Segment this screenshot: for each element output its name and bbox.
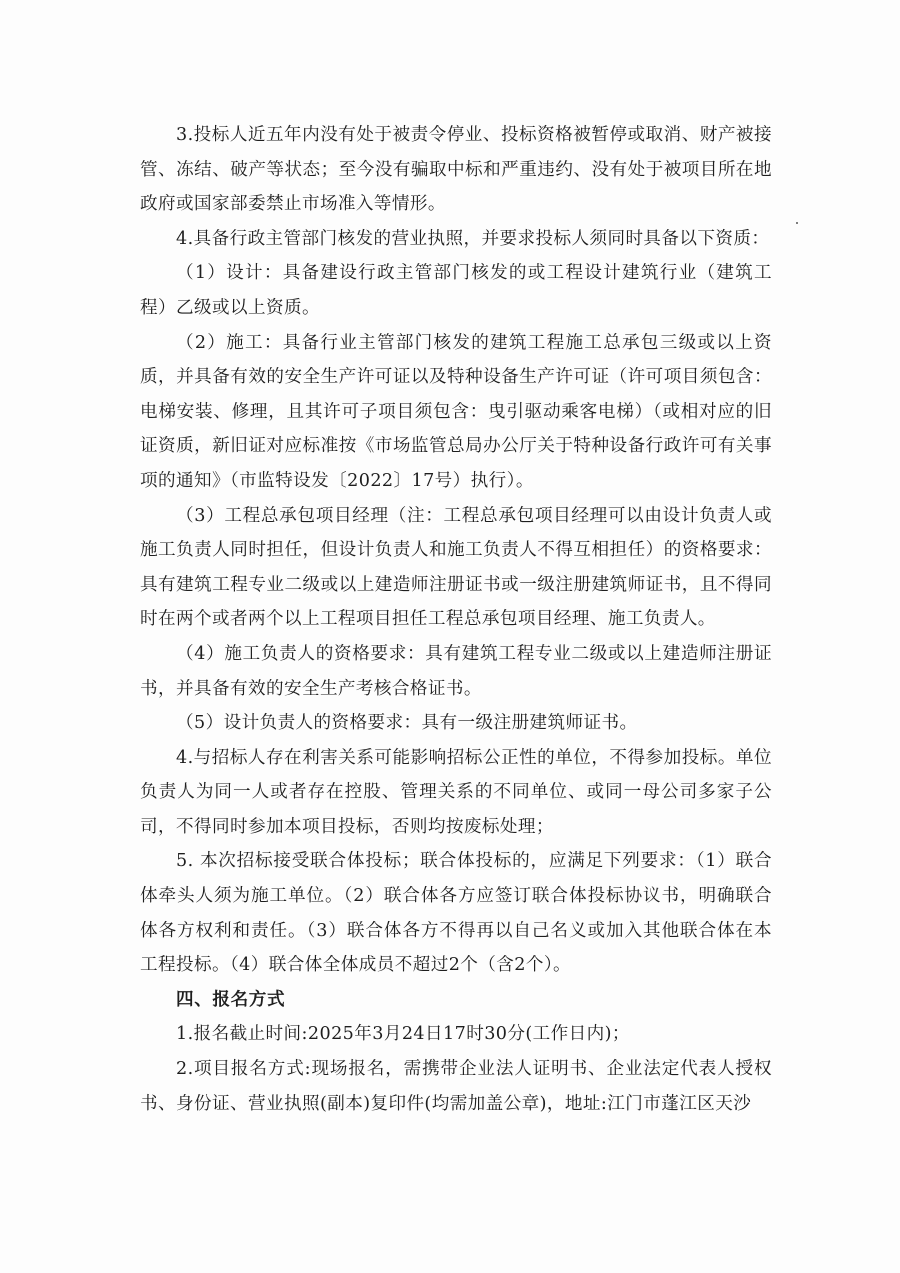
- paragraph-registration-deadline: 1.报名截止时间:2025年3月24日17时30分(工作日内)；: [176, 1024, 630, 1045]
- document-body: [140, 118, 772, 1121]
- scan-speck: [796, 222, 798, 224]
- paragraph-registration-method: 2.项目报名方式:现场报名，需携带企业法人证明书、企业法定代表人授权书、身份证、营业执照(副本)复印件(均需加盖公章)，地址:江门市蓬江区天沙: [140, 1059, 772, 1114]
- paragraph-bidder-status: 3.投标人近五年内没有处于被责令停业、投标资格被暂停或取消、财产被接管、冻结、破产等状态；至今没有骗取中标和严重违约、没有处于被项目所在地政府或国家部委禁止市场准入等情形。: [140, 125, 772, 215]
- section-heading-registration: 四、报名方式: [176, 988, 286, 1010]
- paragraph-license-requirement: 4.具备行政主管部门核发的营业执照，并要求投标人须同时具备以下资质：: [176, 228, 770, 249]
- paragraph-construction-qualification: （2）施工：具备行业主管部门核发的建筑工程施工总承包三级或以上资质，并具备有效的安全生产许可证以及特种设备生产许可证（许可项目须包含：电梯安装、修理，且其许可子项目须包含：曳引驱动乘客电梯）（或相对应的旧证资质，新旧证对应标准按《市场监管总局办公厅关于特种设备行政许可有关事项的通知》（市监特设发〔2022〕17号）执行）。: [140, 332, 772, 491]
- paragraph-project-manager-requirement: （3）工程总承包项目经理（注：工程总承包项目经理可以由设计负责人或施工负责人同时担任，但设计负责人和施工负责人不得互相担任）的资格要求：具有建筑工程专业二级或以上建造师注册证书或一级注册建筑师证书，且不得同时在两个或者两个以上工程项目担任工程总承包项目经理、施工负责人。: [140, 505, 772, 630]
- paragraph-consortium-bidding: 5. 本次招标接受联合体投标；联合体投标的，应满足下列要求：（1）联合体牵头人须为施工单位。（2）联合体各方应签订联合体投标协议书，明确联合体各方权利和责任。（3）联合体各方不得再以自己名义或加入其他联合体在本工程投标。（4）联合体全体成员不超过2个（含2个）。: [140, 851, 772, 976]
- paragraph-design-lead-requirement: （5）设计负责人的资格要求：具有一级注册建筑师证书。: [176, 713, 638, 734]
- paragraph-design-qualification: （1）设计：具备建设行政主管部门核发的或工程设计建筑行业（建筑工程）乙级或以上资质。: [140, 263, 772, 318]
- paragraph-conflict-of-interest: 4.与招标人存在利害关系可能影响招标公正性的单位，不得参加投标。单位负责人为同一人或者存在控股、管理关系的不同单位、或同一母公司多家子公司，不得同时参加本项目投标，否则均按废标处理；: [140, 747, 772, 837]
- paragraph-construction-lead-requirement: （4）施工负责人的资格要求：具有建筑工程专业二级或以上建造师注册证书，并具备有效的安全生产考核合格证书。: [140, 643, 772, 699]
